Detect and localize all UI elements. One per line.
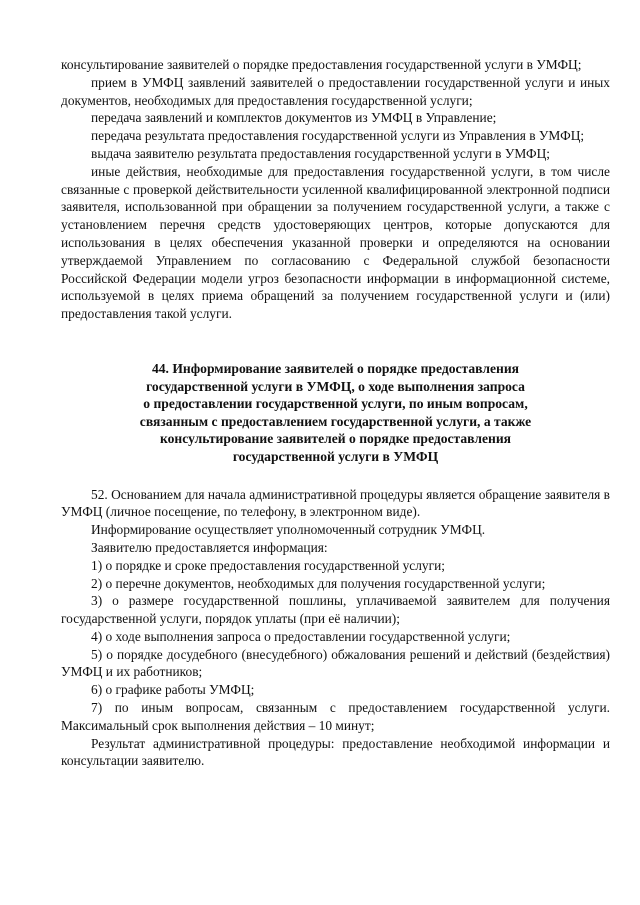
list-item: 1) о порядке и сроке предоставления государственной услуги;	[91, 557, 446, 573]
body-section	[61, 486, 610, 771]
heading-line: связанным с предоставлением государственной услуги, а также	[139, 413, 532, 429]
heading-line: 44. Информирование заявителей о порядке предоставления	[151, 360, 520, 376]
paragraph: Информирование осуществляет уполномоченный сотрудник УМФЦ.	[91, 522, 486, 538]
list-item: 2) о перечне документов, необходимых для получения государственной услуги;	[91, 575, 546, 591]
list-item: 5) о порядке досудебного (внесудебного) обжалования решений и действий (бездействия) УМФЦ и их работников;	[61, 646, 610, 680]
paragraph: Результат административной процедуры: предоставление необходимой информации и консультации заявителю.	[61, 735, 610, 769]
paragraph: 52. Основанием для начала административной процедуры является обращение заявителя в УМФЦ (личное посещение, по телефону, в электронном виде).	[61, 486, 610, 520]
list-item: 4) о ходе выполнения запроса о предоставлении государственной услуги;	[91, 628, 511, 644]
heading-line: консультирование заявителей о порядке предоставления	[159, 431, 512, 447]
paragraph: консультирование заявителей о порядке предоставления государственной услуги в УМФЦ;	[61, 57, 582, 72]
paragraph: Заявителю предоставляется информация:	[91, 539, 328, 555]
intro-list	[61, 56, 610, 323]
list-item: 3) о размере государственной пошлины, уплачиваемой заявителем для получения государственной услуги, порядок уплаты (при её наличии);	[61, 593, 610, 627]
paragraph: иные действия, необходимые для предоставления государственной услуги, в том числе связанные с проверкой действительности усиленной квалифицированной электронной подписи заявителя, использованной при обращении за получением государственной услуги, а также с установлением перечня средств удостоверяющих центров, которые допускаются для использования в целях обеспечения указанной проверки и определяются на основании утверждаемой Управлением по согласованию с Федеральной службой безопасности Российской Федерации модели угроз безопасности информации в информационной системе, используемой в целях приема обращений за получением государственной услуги и (или) предоставления такой услуги.	[61, 163, 610, 322]
section-heading	[61, 360, 610, 466]
paragraph: прием в УМФЦ заявлений заявителей о предоставлении государственной услуги и иных документов, необходимых для предоставления государственной услуги;	[61, 74, 610, 108]
heading-line: государственной услуги в УМФЦ	[232, 448, 439, 464]
paragraph: выдача заявителю результата предоставления государственной услуги в УМФЦ;	[91, 145, 551, 161]
list-item: 7) по иным вопросам, связанным с предоставлением государственной услуги. Максимальный срок выполнения действия – 10 минут;	[61, 700, 610, 733]
paragraph: передача результата предоставления государственной услуги из Управления в УМФЦ;	[91, 128, 585, 144]
spacer	[61, 466, 610, 486]
heading-line: о предоставлении государственной услуги, по иным вопросам,	[143, 396, 528, 412]
list-item: 6) о графике работы УМФЦ;	[91, 682, 255, 698]
paragraph: передача заявлений и комплектов документов из УМФЦ в Управление;	[91, 110, 497, 126]
heading-line: государственной услуги в УМФЦ, о ходе выполнения запроса	[146, 378, 525, 394]
